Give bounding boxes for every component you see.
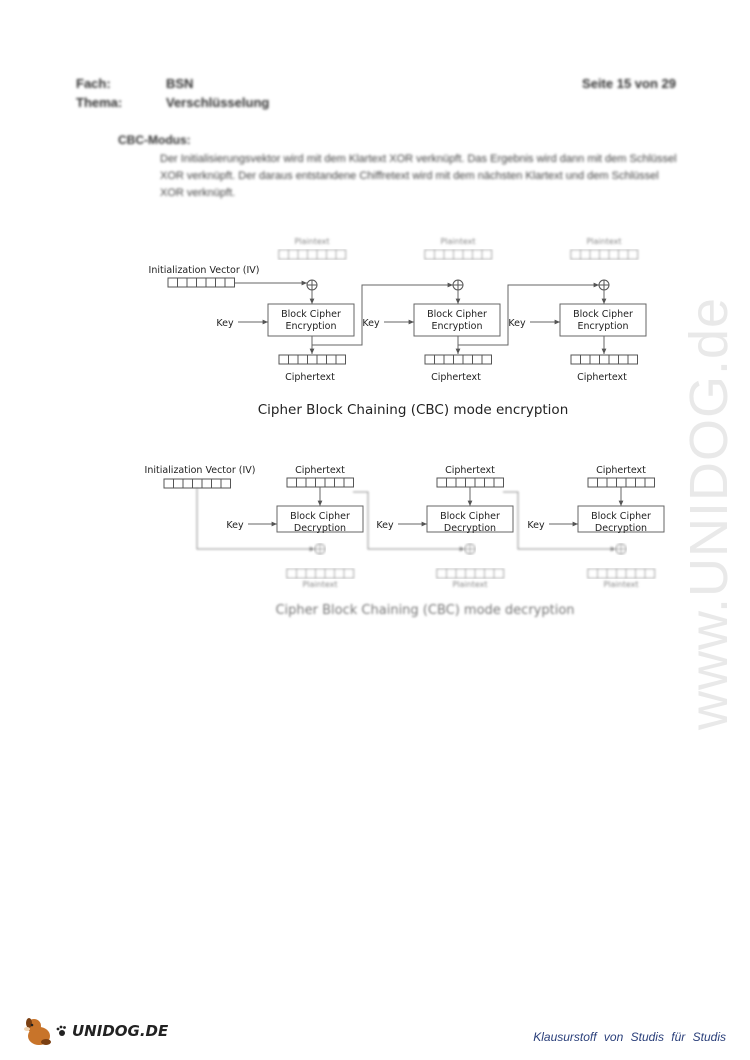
block-cell: [202, 479, 212, 488]
key-label: Key: [376, 520, 394, 531]
plaintext-label: Plaintext: [452, 580, 488, 589]
block-cell: [168, 278, 178, 287]
block-cell: [335, 569, 345, 578]
block-cipher-label: Block Cipher: [440, 511, 500, 522]
block-cell: [183, 479, 193, 488]
plaintext-block: [287, 569, 354, 578]
block-cell: [590, 355, 600, 364]
block-cell: [206, 278, 216, 287]
ciphertext-block: [279, 355, 346, 364]
plaintext-label: Plaintext: [440, 237, 476, 246]
block-cell: [447, 478, 457, 487]
section-body: Der Initialisierungsvektor wird mit dem Klartext XOR verknüpft. Das Ergebnis wird dann mit dem Schlüssel XOR verknüpft. Der daraus entstandene Chiffretext wird mit dem nächsten Klartext und dem Schlüssel XOR verknüpft.: [160, 153, 677, 199]
plaintext-block: [437, 569, 504, 578]
ciphertext-label: Ciphertext: [577, 372, 627, 383]
block-cell: [619, 355, 629, 364]
block-cell: [193, 479, 203, 488]
key-label: Key: [508, 318, 526, 329]
decryption-label: Decryption: [293, 523, 347, 534]
block-cell: [636, 478, 646, 487]
block-cell: [626, 478, 636, 487]
block-cell: [297, 478, 307, 487]
ciphertext-label: Ciphertext: [431, 372, 481, 383]
plaintext-label: Plaintext: [603, 580, 639, 589]
key-label: Key: [527, 520, 545, 531]
block-cell: [437, 569, 447, 578]
encryption-caption: Cipher Block Chaining (CBC) mode encryption: [257, 402, 569, 418]
block-cell: [609, 355, 619, 364]
block-cell: [325, 478, 335, 487]
xor-icon: [465, 544, 475, 554]
block-cell: [344, 478, 354, 487]
block-cell: [317, 355, 327, 364]
block-cell: [636, 569, 646, 578]
block-cipher-label: Block Cipher: [573, 309, 633, 320]
xor-icon: [307, 280, 317, 290]
ciphertext-block: [287, 478, 354, 487]
block-cell: [628, 355, 638, 364]
block-cell: [308, 355, 318, 364]
block-cell: [617, 478, 627, 487]
xor-icon: [599, 280, 609, 290]
iv-label: Initialization Vector (IV): [148, 265, 260, 276]
topic-value: Verschlüsselung: [166, 95, 270, 110]
block-cell: [598, 569, 608, 578]
block-cell: [298, 250, 308, 259]
block-cell: [212, 479, 222, 488]
block-cell: [279, 355, 289, 364]
plaintext-block: [425, 250, 492, 259]
block-cell: [600, 355, 610, 364]
block-cell: [485, 569, 495, 578]
block-cell: [316, 478, 326, 487]
block-cell: [607, 478, 617, 487]
block-cell: [598, 478, 608, 487]
block-cell: [617, 569, 627, 578]
block-cell: [590, 250, 600, 259]
unidog-logo: [22, 1014, 168, 1048]
block-cell: [325, 569, 335, 578]
block-cell: [336, 355, 346, 364]
page-info: Seite 15 von 29: [582, 76, 676, 91]
block-cell: [456, 569, 466, 578]
block-cell: [482, 250, 492, 259]
block-cell: [317, 250, 327, 259]
block-cell: [344, 569, 354, 578]
block-cell: [425, 355, 435, 364]
block-cell: [435, 250, 445, 259]
block-cell: [225, 278, 235, 287]
block-cell: [466, 478, 476, 487]
block-cell: [306, 569, 316, 578]
block-cell: [197, 278, 207, 287]
block-cell: [473, 250, 483, 259]
block-cell: [279, 250, 289, 259]
block-cell: [187, 278, 197, 287]
block-cell: [588, 478, 598, 487]
block-cell: [475, 569, 485, 578]
block-cell: [645, 569, 655, 578]
block-cell: [447, 569, 457, 578]
block-cell: [336, 250, 346, 259]
block-cipher-label: Block Cipher: [591, 511, 651, 522]
ciphertext-block: [571, 355, 638, 364]
block-cell: [473, 355, 483, 364]
block-cell: [485, 478, 495, 487]
block-cell: [581, 355, 591, 364]
block-cell: [588, 569, 598, 578]
block-cell: [221, 479, 231, 488]
block-cell: [482, 355, 492, 364]
block-cell: [306, 478, 316, 487]
xor-icon: [453, 280, 463, 290]
block-cell: [178, 278, 188, 287]
block-cell: [287, 478, 297, 487]
decryption-label: Decryption: [594, 523, 648, 534]
block-cell: [454, 355, 464, 364]
block-cell: [287, 569, 297, 578]
block-cell: [327, 250, 337, 259]
block-cell: [626, 569, 636, 578]
block-cipher-label: Block Cipher: [281, 309, 341, 320]
key-label: Key: [362, 318, 380, 329]
decryption-diagram: [145, 465, 664, 589]
footer-tagline: Klausurstoff von Studis für Studis: [533, 1030, 726, 1044]
block-cell: [444, 250, 454, 259]
block-cell: [297, 569, 307, 578]
block-cell: [454, 250, 464, 259]
plaintext-block: [279, 250, 346, 259]
block-cell: [335, 478, 345, 487]
block-cell: [308, 250, 318, 259]
plaintext-block: [588, 569, 655, 578]
block-cipher-label: Block Cipher: [290, 511, 350, 522]
block-cell: [607, 569, 617, 578]
block-cell: [174, 479, 184, 488]
section-title: CBC-Modus:: [118, 133, 191, 147]
block-cell: [444, 355, 454, 364]
ciphertext-label: Ciphertext: [295, 465, 345, 476]
block-cell: [216, 278, 226, 287]
decryption-label: Decryption: [443, 523, 497, 534]
subject-label: Fach:: [76, 76, 111, 91]
block-cell: [437, 478, 447, 487]
block-cell: [609, 250, 619, 259]
ciphertext-label: Ciphertext: [445, 465, 495, 476]
logo-text: UNIDOG.DE: [72, 1022, 169, 1040]
block-cell: [600, 250, 610, 259]
dog-logo-icon: [22, 1014, 56, 1048]
block-cell: [463, 355, 473, 364]
block-cell: [435, 355, 445, 364]
ciphertext-label: Ciphertext: [285, 372, 335, 383]
encryption-label: Encryption: [577, 321, 629, 332]
block-cell: [456, 478, 466, 487]
ciphertext-block: [425, 355, 492, 364]
block-cell: [645, 478, 655, 487]
block-cell: [571, 250, 581, 259]
key-label: Key: [226, 520, 244, 531]
plaintext-label: Plaintext: [302, 580, 338, 589]
iv-block: [164, 479, 231, 488]
key-label: Key: [216, 318, 234, 329]
block-cell: [425, 250, 435, 259]
ciphertext-label: Ciphertext: [596, 465, 646, 476]
block-cell: [327, 355, 337, 364]
iv-block: [168, 278, 235, 287]
block-cell: [571, 355, 581, 364]
block-cell: [289, 250, 299, 259]
xor-icon: [315, 544, 325, 554]
block-cell: [164, 479, 174, 488]
block-cell: [494, 569, 504, 578]
encryption-diagram: [149, 237, 646, 383]
block-cell: [466, 569, 476, 578]
block-cell: [619, 250, 629, 259]
ciphertext-block: [437, 478, 504, 487]
block-cell: [316, 569, 326, 578]
ciphertext-block: [588, 478, 655, 487]
plaintext-block: [571, 250, 638, 259]
decryption-caption: Cipher Block Chaining (CBC) mode decryption: [275, 603, 575, 618]
watermark-text: www.UNIDOG.de: [679, 296, 739, 730]
block-cell: [289, 355, 299, 364]
topic-label: Thema:: [76, 95, 123, 110]
block-cell: [581, 250, 591, 259]
plaintext-label: Plaintext: [294, 237, 330, 246]
block-cell: [475, 478, 485, 487]
block-cell: [298, 355, 308, 364]
iv-label: Initialization Vector (IV): [144, 465, 256, 476]
block-cell: [494, 478, 504, 487]
block-cell: [463, 250, 473, 259]
encryption-label: Encryption: [431, 321, 483, 332]
paw-icon: [56, 1025, 68, 1037]
encryption-label: Encryption: [285, 321, 337, 332]
block-cipher-label: Block Cipher: [427, 309, 487, 320]
subject-value: BSN: [166, 76, 194, 91]
block-cell: [628, 250, 638, 259]
xor-icon: [616, 544, 626, 554]
plaintext-label: Plaintext: [586, 237, 622, 246]
